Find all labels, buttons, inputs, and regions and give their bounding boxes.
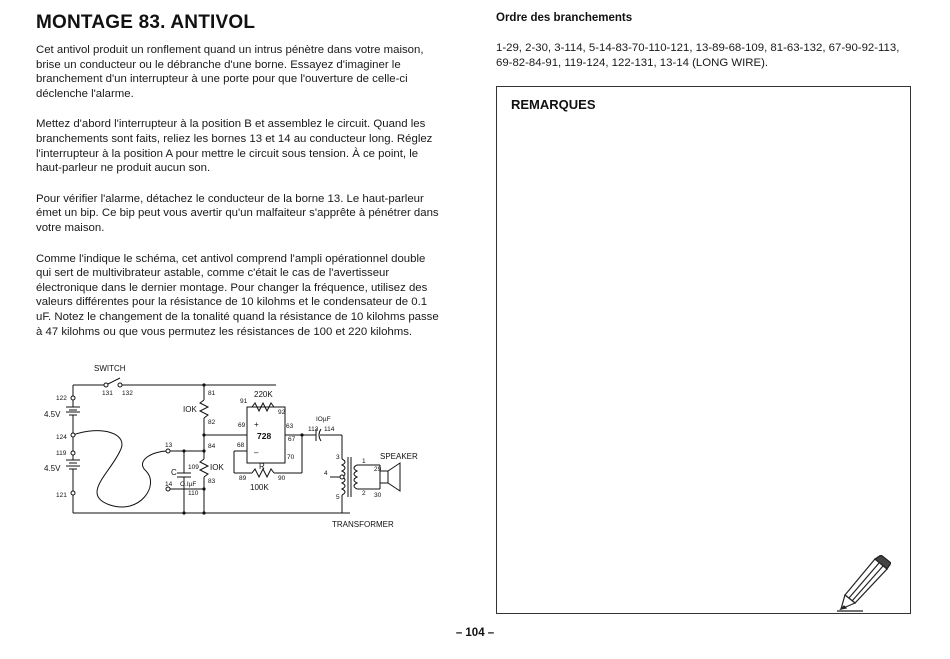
paragraph: Comme l'indique le schéma, cet antivol comprend l'ampli opérationnel double qui sert de multivibrateur astable, comme c'était le cas de l'avertisseur électronique dans le dernier montage. Pour changer la fréquence, utilisez des valeurs différentes pour la résistance de 10 kilohms et le condensateur de 0.1 uF. Notez le changement de la tonalité quand la résistance de 10 kilohms passe à 47 kilohms ou que vous permutez les résistances de 100 et 220 kilohms. (36, 252, 439, 338)
pencil-icon (837, 555, 891, 613)
pin-label: 90 (278, 475, 286, 482)
pin-label: 89 (239, 475, 247, 482)
connections-heading: Ordre des branchements (496, 12, 633, 24)
terminal-label: 1 (362, 458, 366, 465)
resistor-label: R (259, 462, 265, 471)
capacitor-label: C (171, 468, 177, 477)
capacitor-value: O.IµF (180, 481, 197, 488)
terminal-label: 4 (324, 470, 328, 477)
page-number: – 104 – (455, 627, 495, 639)
resistor-label: 220K (254, 390, 273, 399)
paragraph: Cet antivol produit un ronflement quand un intrus pénètre dans votre maison, brise un conducteur ou le débranche d'une borne. Essayez d'imaginer le branchement d'un interrupteur à une porte pour que l'ouverture de celle-ci déclenche l'alarme. (36, 44, 424, 100)
resistor-label: 100K (250, 483, 269, 492)
terminal-label: 30 (374, 492, 382, 499)
battery-label: 4.5V (44, 464, 61, 473)
pin-label: 68 (237, 442, 245, 449)
terminal-label: 110 (188, 490, 199, 497)
terminal-label: 113 (308, 426, 319, 433)
terminal-label: 119 (56, 450, 67, 457)
battery-icon (66, 460, 80, 469)
terminal-label: 122 (56, 395, 67, 402)
transformer-label: TRANSFORMER (332, 520, 394, 529)
battery-icon (66, 407, 80, 415)
terminal-label: 29 (374, 466, 382, 473)
terminal-label: 124 (56, 434, 67, 441)
terminal-label: 84 (208, 443, 216, 450)
terminal-label: 109 (188, 464, 199, 471)
pin-label: 63 (286, 423, 294, 430)
switch-label: SWITCH (94, 364, 126, 373)
pin-label: 67 (288, 436, 296, 443)
description-column (36, 43, 440, 355)
pin-label: 70 (287, 454, 295, 461)
terminal-label: 121 (56, 492, 67, 499)
resistor-label: IOK (210, 463, 224, 472)
terminal-label: 2 (362, 490, 366, 497)
paragraph: Pour vérifier l'alarme, détachez le conducteur de la borne 13. Le haut-parleur émet un bip. Ce bip peut vous avertir qu'un malfaiteur s'apprête à pénétrer dans votre maison. (36, 192, 439, 234)
connections-list: 1-29, 2-30, 3-114, 5-14-83-70-110-121, 13-89-68-109, 81-63-132, 67-90-92-113, 69-82-84-91, 119-124, 122-131, 13-14 (LONG WIRE). (496, 42, 900, 69)
terminal-label: 13 (165, 442, 173, 449)
terminal-label: 14 (165, 481, 173, 488)
ic-plus: + (254, 420, 259, 429)
capacitor-value: IOµF (316, 416, 331, 423)
ic-minus: – (254, 448, 259, 457)
speaker-icon (380, 463, 400, 491)
speaker-label: SPEAKER (380, 452, 418, 461)
page-title: MONTAGE 83. ANTIVOL (36, 12, 256, 33)
remarks-box (496, 86, 911, 614)
pin-label: 91 (240, 398, 248, 405)
terminal-label: 81 (208, 390, 216, 397)
paragraph: Mettez d'abord l'interrupteur à la position B et assemblez le circuit. Quand les branchements sont faits, reliez les bornes 13 et 14 au conducteur long. Réglez l'interrupteur à la position A pour mettre le circuit sous tension. À ce point, le haut-parleur ne produit aucun son. (36, 118, 433, 175)
terminal-label: 82 (208, 419, 216, 426)
terminal-label: 132 (122, 390, 133, 397)
pin-label: 92 (278, 409, 286, 416)
terminal-label: 5 (336, 494, 340, 501)
battery-label: 4.5V (44, 410, 61, 419)
connections-section (496, 12, 916, 24)
circuit-schematic (40, 355, 440, 530)
pin-label: 69 (238, 422, 246, 429)
terminal-label: 3 (336, 454, 340, 461)
terminal-label: 114 (324, 426, 335, 433)
remarks-title: REMARQUES (511, 97, 596, 112)
resistor-label: IOK (183, 405, 197, 414)
terminal-label: 83 (208, 478, 216, 485)
ic-label: 728 (257, 431, 272, 441)
terminal-label: 131 (102, 390, 113, 397)
switch-icon (104, 378, 122, 387)
